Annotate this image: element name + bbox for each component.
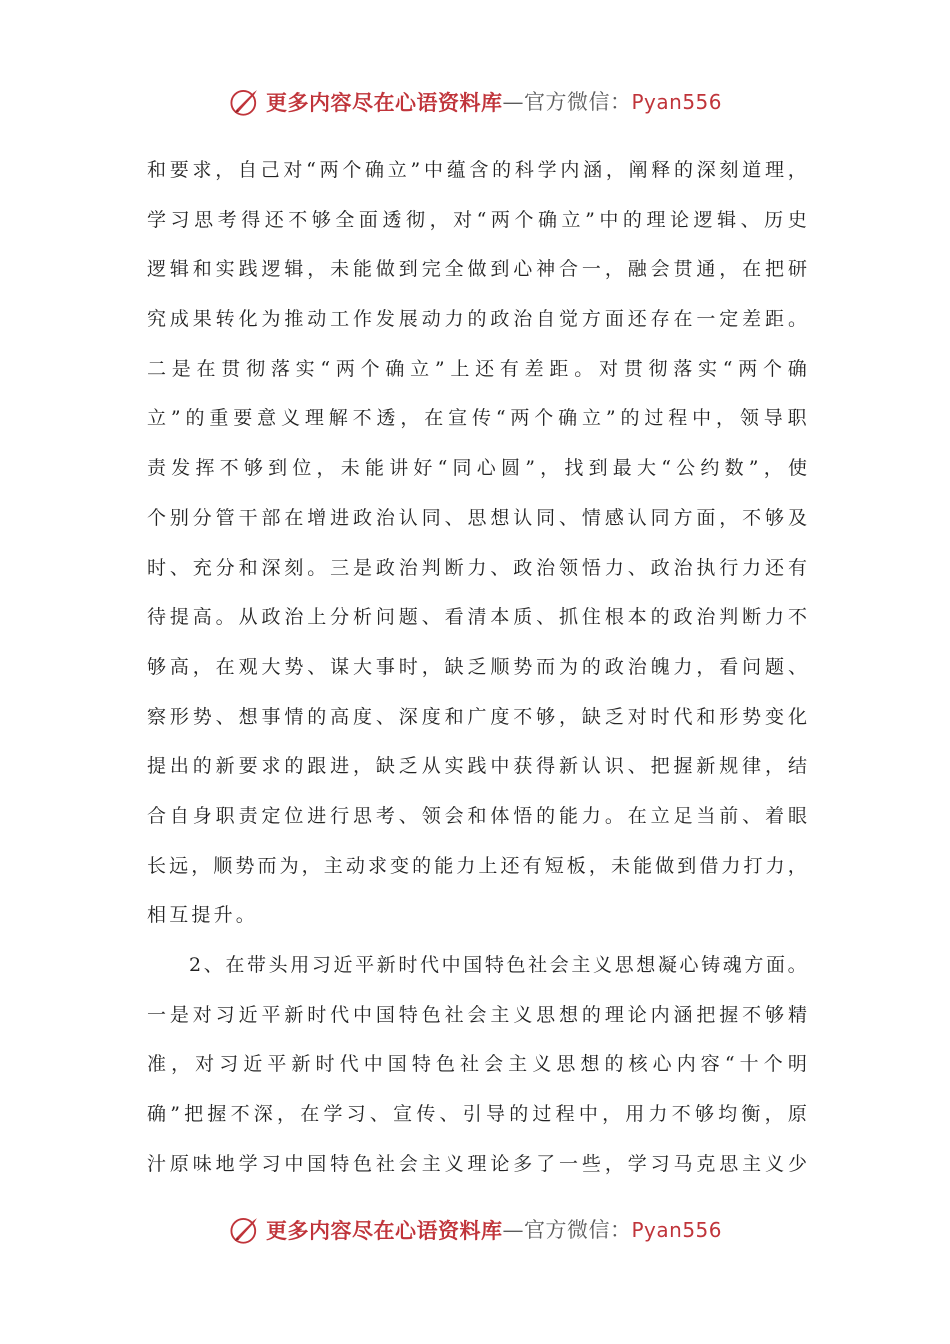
watermark-site: 更多内容尽在心语资料库 xyxy=(265,89,503,115)
pen-logo-icon xyxy=(228,1213,262,1247)
pen-logo-icon xyxy=(228,85,262,119)
watermark-dash: — xyxy=(502,1217,524,1242)
watermark-label: 官方微信： xyxy=(523,1217,632,1242)
text-line: 提 出 的 新 要 求 的 跟 进 ， 缺 乏 从 实 践 中 获 得 新 认 识 、 把 握 新 规 律 ， 结 xyxy=(147,755,807,778)
text-line: 长 远 ， 顺 势 而 为 ， 主 动 求 变 的 能 力 上 还 有 短 板 ， 未 能 做 到 借 力 打 力 ， xyxy=(147,854,807,877)
text-line: 时 、 充 分 和 深 刻 。 三 是 政 治 判 断 力 、 政 治 领 悟 力 、 政 治 执 行 力 还 有 xyxy=(147,556,807,579)
text-line: 确 ” 把 握 不 深 ， 在 学 习 、 宣 传 、 引 导 的 过 程 中 ， 用 力 不 够 均 衡 ， 原 xyxy=(147,1103,807,1126)
text-line: 逻 辑 和 实 践 逻 辑 ， 未 能 做 到 完 全 做 到 心 神 合 一 ， 融 会 贯 通 ， 在 把 研 xyxy=(147,258,807,281)
text-line: 学 习 思 考 得 还 不 够 全 面 透 彻 ， 对 “ 两 个 确 立 ” 中 的 理 论 逻 辑 、 历 史 xyxy=(147,208,807,231)
text-line: 一 是 对 习 近 平 新 时 代 中 国 特 色 社 会 主 义 思 想 的 理 论 内 涵 把 握 不 够 精 xyxy=(147,1003,807,1026)
text-line: 和 要 求 ， 自 己 对 “ 两 个 确 立 ” 中 蕴 含 的 科 学 内 涵 ， 阐 释 的 深 刻 道 理 ， xyxy=(147,159,807,181)
text-line: 2 、 在 带 头 用 习 近 平 新 时 代 中 国 特 色 社 会 主 义 思 想 凝 心 铸 魂 方 面 。 xyxy=(189,954,807,976)
text-line: 二 是 在 贯 彻 落 实 “ 两 个 确 立 ” 上 还 有 差 距 。 对 贯 彻 落 实 “ 两 个 确 xyxy=(147,357,807,380)
text-line: 察 形 势 、 想 事 情 的 高 度 、 深 度 和 广 度 不 够 ， 缺 乏 对 时 代 和 形 势 变 化 xyxy=(147,705,807,728)
text-line: 相互提升。 xyxy=(147,904,259,927)
text-line: 究 成 果 转 化 为 推 动 工 作 发 展 动 力 的 政 治 自 觉 方 面 还 存 在 一 定 差 距 。 xyxy=(147,308,807,331)
text-line: 汁 原 味 地 学 习 中 国 特 色 社 会 主 义 理 论 多 了 一 些 ， 学 习 马 克 思 主 义 少 xyxy=(147,1152,807,1175)
watermark-code: Pyan556 xyxy=(631,1218,722,1242)
text-line: 待 提 高 。 从 政 治 上 分 析 问 题 、 看 清 本 质 、 抓 住 根 本 的 政 治 判 断 力 不 xyxy=(147,606,807,629)
text-line: 准 ， 对 习 近 平 新 时 代 中 国 特 色 社 会 主 义 思 想 的 核 心 内 容 “ 十 个 明 xyxy=(147,1053,807,1076)
document-body xyxy=(147,146,807,1189)
text-line: 够 高 ， 在 观 大 势 、 谋 大 事 时 ， 缺 乏 顺 势 而 为 的 政 治 魄 力 ， 看 问 题 、 xyxy=(147,655,807,678)
text-line: 立 ” 的 重 要 意 义 理 解 不 透 ， 在 宣 传 “ 两 个 确 立 ” 的 过 程 中 ， 领 导 职 xyxy=(147,407,807,430)
watermark-label: 官方微信： xyxy=(523,89,632,114)
text-line: 合 自 身 职 责 定 位 进 行 思 考 、 领 会 和 体 悟 的 能 力 。 在 立 足 当 前 、 着 眼 xyxy=(147,804,807,827)
watermark-dash: — xyxy=(502,89,524,114)
footer-watermark xyxy=(0,1210,950,1250)
watermark-code: Pyan556 xyxy=(631,90,722,114)
text-line: 个 别 分 管 干 部 在 增 进 政 治 认 同 、 思 想 认 同 、 情 感 认 同 方 面 ， 不 够 及 xyxy=(147,506,807,529)
header-watermark xyxy=(0,82,950,122)
watermark-site: 更多内容尽在心语资料库 xyxy=(265,1217,503,1243)
text-line: 责 发 挥 不 够 到 位 ， 未 能 讲 好 “ 同 心 圆 ” ， 找 到 最 大 “ 公 约 数 ” ， 使 xyxy=(147,457,807,480)
